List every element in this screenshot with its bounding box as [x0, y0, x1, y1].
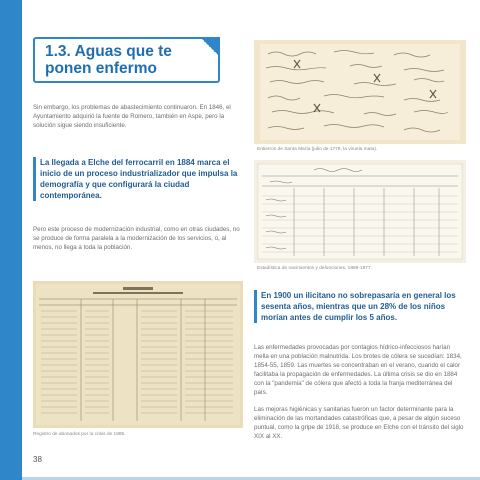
photo-2-caption: Estadística de nacimientos y defunciones, 1869-1877.: [257, 266, 372, 271]
paragraph-4: Las mejoras higiénicas y sanitarias fueron un factor determinante para la eliminación de las mortandades catastróficas que, a pesar de algún suceso puntual, como la gripe de 1918, se produce en Elche con el tránsito del siglo XIX al XX.: [254, 406, 464, 440]
highlight-quote-1: [33, 157, 243, 201]
manuscript-register-photo: [254, 40, 466, 144]
highlight-quote-2: [254, 290, 464, 323]
photo-1-caption: Entierros de Santa María (julio de 1779, la viruela mata).: [257, 147, 378, 152]
paragraph-2: Pero este proceso de modernización industrial, como en otras ciudades, no se produce de forma paralela a la modernización de los servicios, o, al menos, no llega a toda la población.: [33, 226, 240, 251]
intro-paragraph: Sin embargo, los problemas de abastecimiento continuaron. En 1846, el Ayuntamiento adquirió la fuente de Romero, también en Aspe, pero la solución sigue siendo insuficiente.: [33, 104, 231, 129]
highlight-accent-bar: [254, 290, 257, 323]
paragraph-3: Las enfermedades provocadas por contagios hídrico-infecciosos harían mella en una población malnutrida. Los brotes de cólera se sucedían: 1834, 1854-55, 1859. Las muertes se concentraban en el verano, cuando el calor facilitaba la propagación de enfermedades. La última crisis se dio en 1884 con la "pandemia" de cólera que afectó a toda la franja mediterránea del país.: [254, 344, 462, 396]
statistics-ledger-photo: [254, 160, 466, 263]
section-title-box: [33, 37, 220, 83]
section-title: 1.3. Aguas que te ponen enfermo: [45, 43, 172, 77]
photo-3-caption: Registro de abonados por la crisis de 1885.: [33, 432, 126, 437]
highlight-1-text: La llegada a Elche del ferrocarril en 1884 marca el inicio de un proceso industrializador que impulsa la demografía y que configurará la ciudad contemporánea.: [40, 158, 238, 200]
highlight-accent-bar: [33, 157, 36, 201]
page-number: 38: [33, 455, 42, 464]
printed-register-photo: [33, 281, 243, 428]
highlight-2-text: En 1900 un ilicitano no sobrepasaría en general los sesenta años, mientras que un 28% de los niños morían antes de cumplir los 5 años.: [261, 291, 456, 322]
left-accent-bar: [0, 0, 22, 480]
